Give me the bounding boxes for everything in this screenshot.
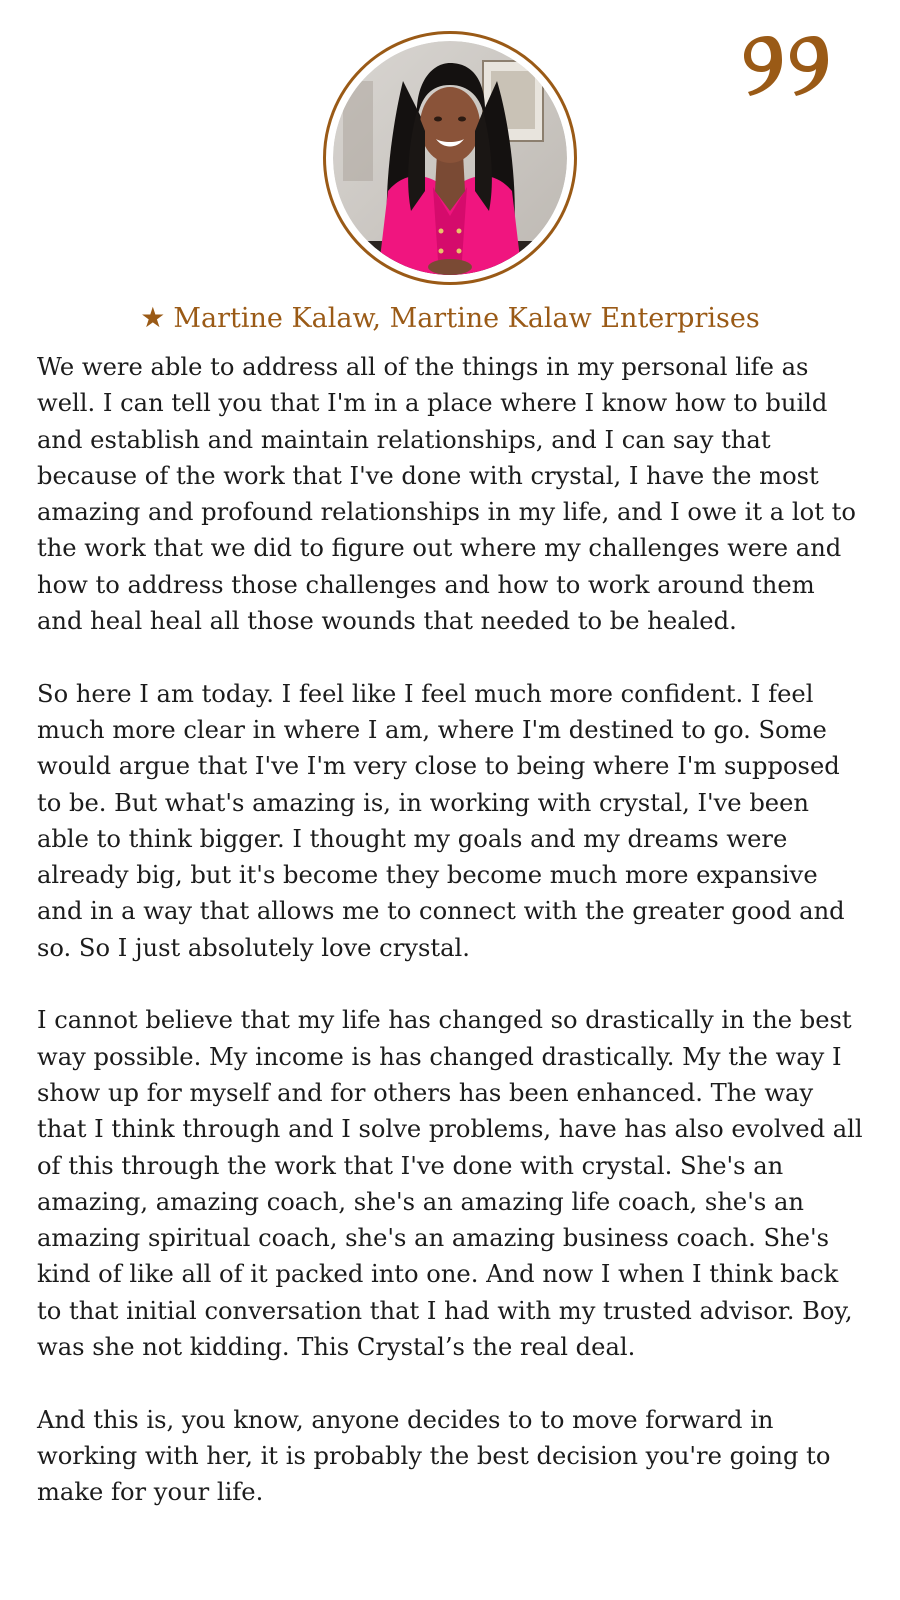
avatar bbox=[333, 41, 567, 275]
quote-mark-icon bbox=[734, 18, 844, 108]
testimonial-author bbox=[0, 300, 900, 337]
author-name: Martine Kalaw, Martine Kalaw Enterprises bbox=[173, 303, 760, 334]
testimonial-body bbox=[37, 349, 867, 1547]
testimonial-paragraph: So here I am today. I feel like I feel much more confident. I feel much more clear in where I am, where I'm destined to go. Some would argue that I've I'm very close to being where I'm supposed to be. But what's amazing is, in working with crystal, I've been able to think bigger. I thought my goals and my dreams were already big, but it's become they become much more expansive and in a way that allows me to connect with the greater good and so. So I just absolutely love crystal. bbox=[37, 679, 845, 962]
avatar-frame bbox=[323, 31, 577, 285]
testimonial-paragraph: And this is, you know, anyone decides to to move forward in working with her, it is probably the best decision you're going to make for your life. bbox=[37, 1405, 831, 1507]
testimonial-paragraph: I cannot believe that my life has changed so drastically in the best way possible. My income is has changed drastically. My the way I show up for myself and for others has been enhanced. The way that I think through and I solve problems, have has also evolved all of this through the work that I've done with crystal. She's an amazing, amazing coach, she's an amazing life coach, she's an amazing spiritual coach, she's an amazing business coach. She's kind of like all of it packed into one. And now I when I think back to that initial conversation that I had with my trusted advisor. Boy, was she not kidding. This Crystal’s the real deal. bbox=[37, 1006, 863, 1362]
star-icon: ★ bbox=[140, 301, 166, 334]
testimonial-paragraph: We were able to address all of the things in my personal life as well. I can tell you that I'm in a place where I know how to build and establish and maintain relationships, and I can say that because of the work that I've done with crystal, I have the most amazing and profound relationships in my life, and I owe it a lot to the work that we did to figure out where my challenges were and how to address those challenges and how to work around them and heal heal all those wounds that needed to be healed. bbox=[37, 353, 856, 636]
